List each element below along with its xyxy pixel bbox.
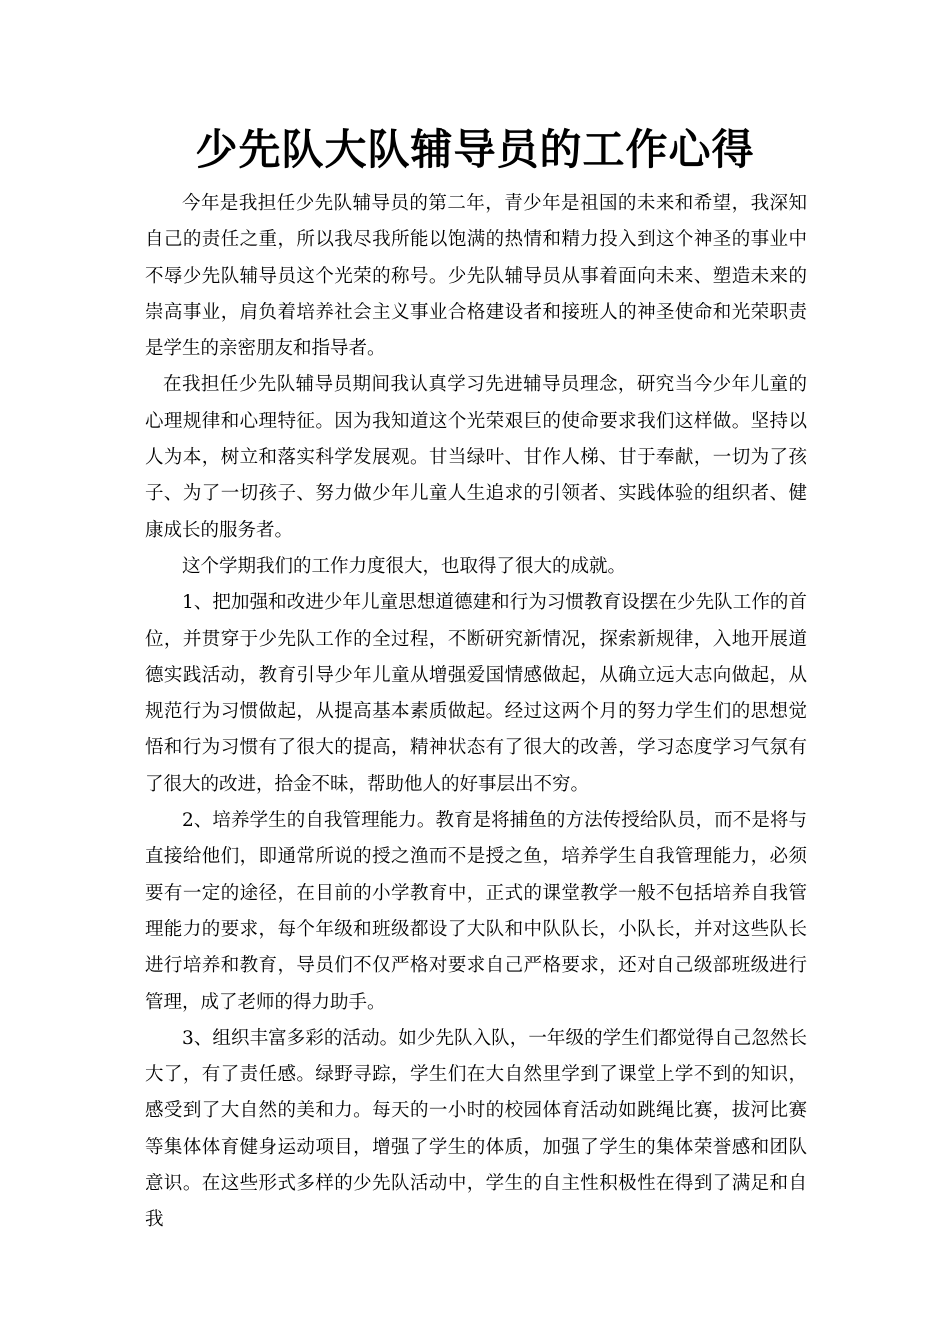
paragraph-summary: 这个学期我们的工作力度很大，也取得了很大的成就。: [182, 555, 627, 577]
paragraph-item-2: 2、培养学生的自我管理能力。教育是将捕鱼的方法传授给队员，而不是将与直接给他们，即通常所说的授之渔而不是授之鱼，培养学生自我管理能力，必须要有一定的途径，在目前的小学教育中，正式的课堂教学一般不包括培养自我管理能力的要求，每个年级和班级都设了大队和中队队长，小队长，并对这些队长进行培养和教育，导员们不仅严格对要求自己严格要求，还对自己级部班级进行管理，成了老师的得力助手。: [145, 810, 807, 1013]
document-body: [145, 186, 807, 1239]
paragraph-intro: 今年是我担任少先队辅导员的第二年，青少年是祖国的未来和希望，我深知自己的责任之重，所以我尽我所能以饱满的热情和精力投入到这个神圣的事业中不辱少先队辅导员这个光荣的称号。少先队辅导员从事着面向未来、塑造未来的崇高事业，肩负着培养社会主义事业合格建设者和接班人的神圣使命和光荣职责是学生的亲密朋友和指导者。: [145, 193, 807, 360]
document-title: 少先队大队辅导员的工作心得: [195, 125, 755, 174]
paragraph-study: 在我担任少先队辅导员期间我认真学习先进辅导员理念，研究当今少年儿童的心理规律和心理特征。因为我知道这个光荣艰巨的使命要求我们这样做。坚持以人为本，树立和落实科学发展观。甘当绿叶、甘作人梯、甘于奉献，一切为了孩子、为了一切孩子、努力做少年儿童人生追求的引领者、实践体验的组织者、健康成长的服务者。: [145, 374, 807, 541]
paragraph-item-1: 1、把加强和改进少年儿童思想道德建和行为习惯教育设摆在少先队工作的首位，并贯穿于少先队工作的全过程，不断研究新情况，探索新规律，入地开展道德实践活动，教育引导少年儿童从增强爱国情感做起，从确立远大志向做起，从规范行为习惯做起，从提高基本素质做起。经过这两个月的努力学生们的思想觉悟和行为习惯有了很大的提高，精神状态有了很大的改善，学习态度学习气氛有了很大的改进，拾金不昧，帮助他人的好事层出不穷。: [145, 592, 807, 795]
paragraph-item-3: 3、组织丰富多彩的活动。如少先队入队，一年级的学生们都觉得自己忽然长大了，有了责任感。绿野寻踪，学生们在大自然里学到了课堂上学不到的知识，感受到了大自然的美和力。每天的一小时的校园体育活动如跳绳比赛，拔河比赛等集体体育健身运动项目，增强了学生的体质，加强了学生的集体荣誉感和团队意识。在这些形式多样的少先队活动中，学生的自主性积极性在得到了满足和自我: [145, 1027, 807, 1231]
